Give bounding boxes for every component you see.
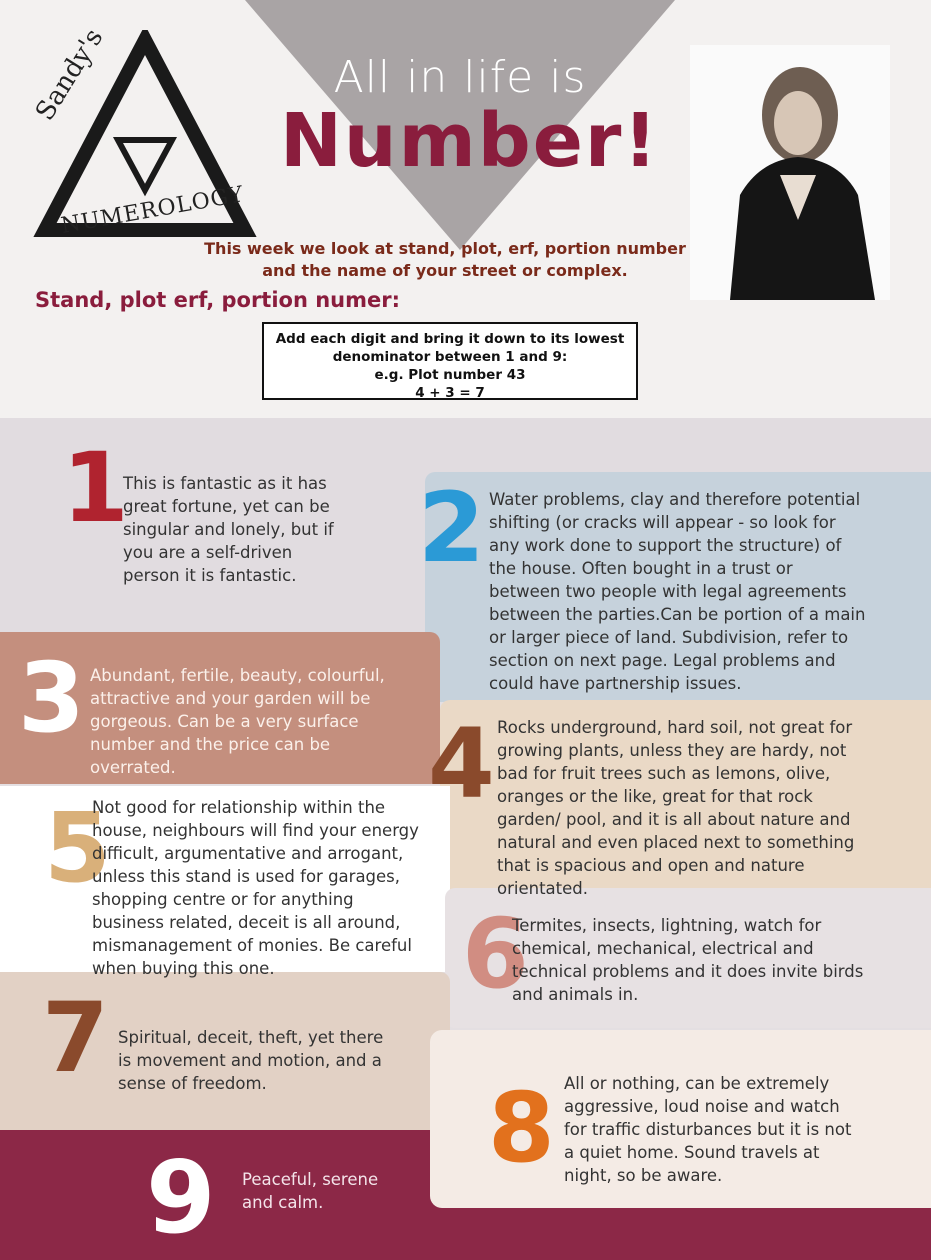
item-3-text: Abundant, fertile, beauty, colourful, attractive and your garden will be gorgeous. Can be a very surface number and the price can be overrated.: [90, 666, 385, 777]
item-9-text: Peaceful, serene and calm.: [242, 1170, 379, 1212]
instruction-line: Add each digit and bring it down to its lowest: [275, 331, 625, 347]
instruction-box: [262, 322, 638, 400]
logo-text-bottom: NUMEROLOGY: [59, 182, 247, 239]
item-2-text: Water problems, clay and therefore potential shifting (or cracks will appear - so look for any work done to support the structure) of the house. Often bought in a trust or between two people with legal agreements between the parties.Can be portion of a main or larger piece of land. Subdivision, refer to section on next page. Legal problems and could have partnership issues.: [489, 490, 866, 693]
item-7-text: Spiritual, deceit, theft, yet there is movement and motion, and a sense of freedom.: [118, 1028, 384, 1093]
number-4: 4: [428, 708, 495, 820]
instruction-line: 4 + 3 = 7: [415, 385, 485, 401]
author-photo: [690, 45, 890, 300]
number-2: 2: [418, 472, 485, 584]
number-8: 8: [488, 1072, 555, 1184]
item-6-text: Termites, insects, lightning, watch for chemical, mechanical, electrical and technical problems and it does invite birds and animals in.: [512, 916, 864, 1004]
section-heading: Stand, plot erf, portion numer:: [35, 288, 401, 312]
intro-text: This week we look at stand, plot, erf, portion number and the name of your street or complex.: [204, 239, 686, 280]
item-5-text: Not good for relationship within the house, neighbours will find your energy difficult, argumentative and arrogant, unless this stand is used for garages, shopping centre or for anything business related, deceit is all around, mismanagement of monies. Be careful when buying this one.: [92, 798, 419, 978]
page-title-line1: All in life is: [333, 52, 587, 103]
number-5: 5: [44, 792, 111, 904]
number-9: 9: [146, 1139, 216, 1256]
item-1-text: This is fantastic as it has great fortune, yet can be singular and lonely, but if you are a self-driven person it is fantastic.: [123, 474, 334, 585]
item-8-text: All or nothing, can be extremely aggressive, loud noise and watch for traffic disturbances but it is not a quiet home. Sound travels at night, so be aware.: [564, 1074, 852, 1185]
item-4-text: Rocks underground, hard soil, not great for growing plants, unless they are hardy, not bad for fruit trees such as lemons, olive, oranges or the like, great for that rock garden/ pool, and it is all about nature and natural and even placed next to something that is spacious and open and nature orientated.: [497, 718, 855, 898]
number-3: 3: [18, 642, 85, 754]
instruction-line: e.g. Plot number 43: [374, 367, 526, 383]
number-6: 6: [462, 898, 529, 1010]
page-title-line2: Number!: [280, 98, 660, 184]
number-7: 7: [42, 982, 109, 1094]
number-1: 1: [62, 432, 129, 544]
instruction-line: denominator between 1 and 9:: [332, 349, 568, 365]
logo-text-top: Sandy's: [30, 23, 110, 126]
